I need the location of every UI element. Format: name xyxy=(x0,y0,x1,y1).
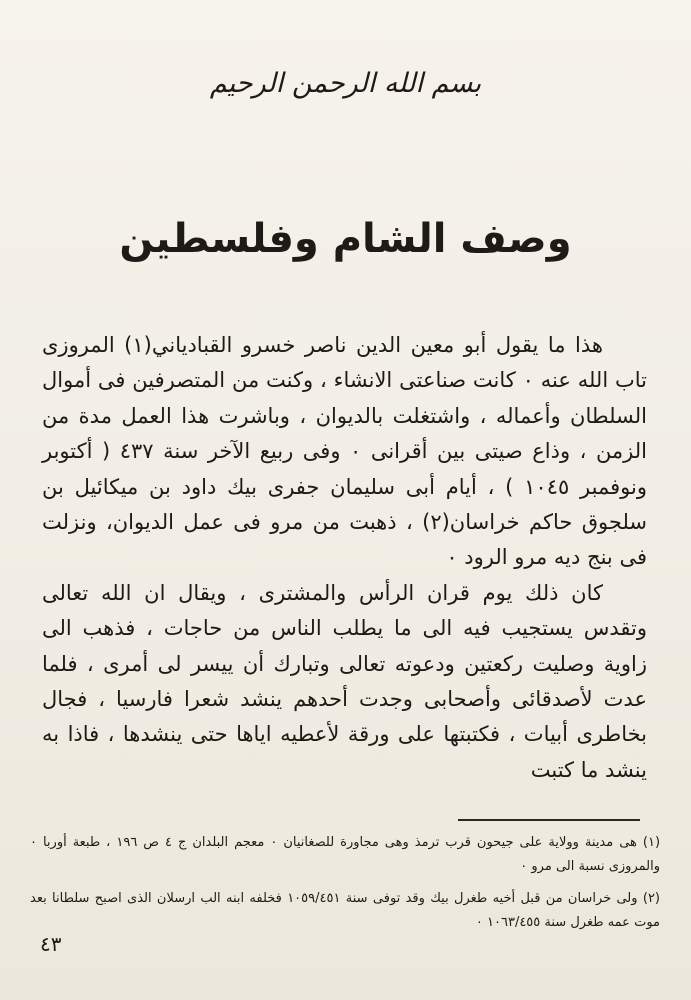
footnote: (١) هى مدينة وولاية على جيحون قرب ترمذ وهى مجاورة للصغانيان ٠ معجم البلدان ج ٤ ص ١٩٦ ، طبعة أوربا ٠ والمروزى نسبة الى مرو ٠ xyxy=(30,835,661,874)
paragraph: كان ذلك يوم قران الرأس والمشترى ، ويقال ان الله تعالى وتقدس يستجيب فيه الى ما يطلب الناس من حاجات ، فذهب الى زاوية وصليت ركعتين ودعوته تعالى وتبارك أن ييسر لى أمرى ، فلما عدت لأصدقائى وأصحابى وجدت أحدهم ينشد شعرا فارسيا ، فجال بخاطرى أبيات ، فكتبتها على ورقة لأعطيه اياها حتى ينشدها ، فاذا به ينشد ما كتبت xyxy=(42,580,647,782)
footnote: (٢) ولى خراسان من قبل أخيه طغرل بيك وقد توفى سنة ١٠٥٩/٤٥١ فخلفه ابنه الب ارسلان الذى اصبح سلطانا بعد موت عمه طغرل سنة ١٠٦٣/٤٥٥ ٠ xyxy=(30,891,660,930)
chapter-title: وصف الشام وفلسطين xyxy=(119,216,572,262)
main-text xyxy=(42,328,647,788)
footnotes xyxy=(30,831,660,935)
paragraph: هذا ما يقول أبو معين الدين ناصر خسرو القبادياني(١) المروزى تاب الله عنه ٠ كانت صناعتى الانشاء ، وكنت من المتصرفين فى أموال السلطان وأعماله ، واشتغلت بالديوان ، وباشرت هذا العمل مدة من الزمن ، وذاع صيتى بين أقرانى ٠ وفى ربيع الآخر سنة ٤٣٧ ( أكتوبر ونوفمبر ١٠٤٥ ) ، أيام أبى سليمان جفرى بيك داود بن ميكائيل بن سلجوق حاكم خراسان(٢) ، ذهبت من مرو فى عمل الديوان، ونزلت فى بنج ديه مرو الرود ٠ xyxy=(42,333,648,570)
footnote-divider xyxy=(458,819,640,821)
basmala-heading: بسم الله الرحمن الرحيم xyxy=(209,68,482,99)
page-number: ٤٣ xyxy=(40,932,62,956)
